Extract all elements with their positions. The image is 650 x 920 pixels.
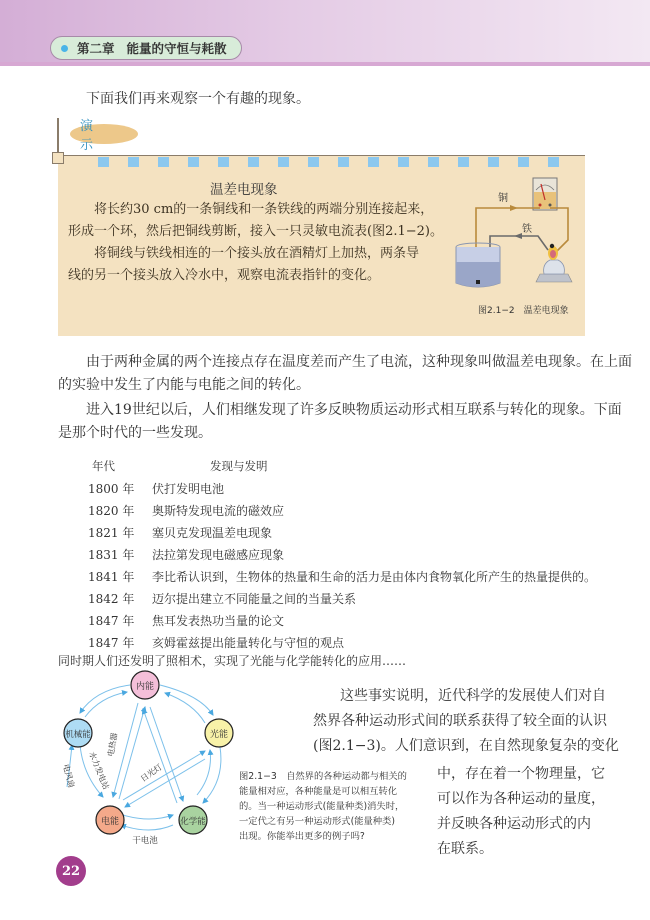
conclusion-line-4: 中，存在着一个物理量，它 <box>437 766 605 782</box>
alcohol-lamp-icon <box>536 244 572 282</box>
chapter-title-pill <box>50 36 242 60</box>
svg-text:内能: 内能 <box>135 682 155 692</box>
energy-conversion-diagram <box>55 665 235 845</box>
demo-text-line-2: 形成一个环，然后把铜线剪断，接入一只灵敏电流表(图2.1−2)。 <box>68 224 443 239</box>
paragraph-1-line-1: 由于两种金属的两个连接点存在温度差而产生了电流，这种现象叫做温差电现象。在上面 <box>86 354 632 370</box>
svg-text:机械能: 机械能 <box>65 730 91 740</box>
label-electric-fan: 电风扇 <box>61 763 76 789</box>
demo-text-line-1: 将长约30 cm的一条铜线和一条铁线的两端分别连接起来， <box>94 202 434 217</box>
paragraph-2-line-2: 是那个时代的一些发现。 <box>58 425 212 441</box>
svg-text:化学能: 化学能 <box>180 817 206 827</box>
node-mechanical-energy <box>64 719 92 747</box>
node-chemical-energy <box>179 806 207 834</box>
demo-text-line-4: 线的另一个接头放入冷水中，观察电流表指针的变化。 <box>68 268 381 283</box>
demo-tab-label: 演 示 <box>70 124 138 144</box>
svg-text:铜: 铜 <box>498 193 508 204</box>
label-fluorescent-lamp: 日光灯 <box>138 762 164 784</box>
demo-title: 温差电现象 <box>210 182 278 198</box>
svg-text:铁: 铁 <box>522 224 532 235</box>
node-light-energy <box>205 719 233 747</box>
bullet-dot-icon <box>61 45 68 52</box>
svg-text:电能: 电能 <box>100 817 120 827</box>
conclusion-line-6: 并反映各种运动形式的内 <box>437 816 591 832</box>
thermoelectric-apparatus-figure <box>440 170 600 320</box>
paragraph-2-line-1: 进入19世纪以后，人们相继发现了许多反映物质运动形式相互联系与转化的现象。下面 <box>86 402 622 418</box>
node-internal-energy <box>131 671 159 699</box>
figure-2-1-3-caption: 图2.1−3 自然界的各种运动都与相关的 能量相对应，各种能量是可以相互转化 的。当一种运动形式(能量种类)消失时， 一定代之有另一种运动形式(能量种类) 出现。你能举出更多的例子吗? <box>239 771 407 842</box>
conclusion-line-5: 可以作为各种运动的量度， <box>437 791 605 807</box>
demo-text-line-3: 将铜线与铁线相连的一个接头放在酒精灯上加热，两条导 <box>94 246 420 261</box>
chapter-title: 能量的守恒与耗散 <box>126 41 227 56</box>
label-dry-battery: 干电池 <box>132 836 158 845</box>
intro-paragraph: 下面我们再来观察一个有趣的现象。 <box>86 91 310 107</box>
paragraph-1-line-2: 的实验中发生了内能与电能之间的转化。 <box>58 377 310 393</box>
header-year: 年代 <box>92 459 115 473</box>
water-beaker-icon <box>456 243 500 287</box>
chapter-number: 第二章 <box>77 41 115 56</box>
node-electric-energy <box>96 806 124 834</box>
header-event: 发现与发明 <box>210 459 268 473</box>
header-divider <box>0 62 650 66</box>
demo-corner-mark <box>52 152 64 164</box>
timeline-footer: 同时期人们还发明了照相术，实现了光能与化学能转化的应用…… <box>58 654 407 668</box>
conclusion-line-3: (图2.1−3)。人们意识到，在自然现象复杂的变化 <box>313 738 619 754</box>
page-number-badge: 22 <box>56 856 86 886</box>
conclusion-line-2: 然界各种运动形式间的联系获得了较全面的认识 <box>313 713 607 729</box>
svg-text:图2.1−2 温差电现象: 图2.1−2 温差电现象 <box>478 306 569 316</box>
label-electric-heater: 电热器 <box>106 732 120 758</box>
svg-text:光能: 光能 <box>209 730 229 740</box>
discovery-timeline-table: 年代 发现与发明 1800 年 伏打发明电池 1820 年 奥斯特发现电流的磁效应 1821 年 塞贝克发现温差电现象 1831 年 法拉第发现电磁感应现象 1841 年 李比希认识到，生物体的热量和生命的活力是由体内食物氧化所产生的热量提供的。 1842 年 迈尔提出建立不同能量之间的当量关系 1847 年 焦耳发表热功当量的论文 1847 年 亥姆霍兹提出能量转化与守恒的观点 <box>88 459 597 650</box>
conclusion-line-1: 这些事实说明，近代科学的发展使人们对自 <box>340 688 606 704</box>
conclusion-line-7: 在联系。 <box>437 841 493 857</box>
galvanometer-icon <box>533 178 557 210</box>
decorative-squares <box>98 157 559 167</box>
label-hydro-plant: 水力发电站 <box>87 750 111 791</box>
